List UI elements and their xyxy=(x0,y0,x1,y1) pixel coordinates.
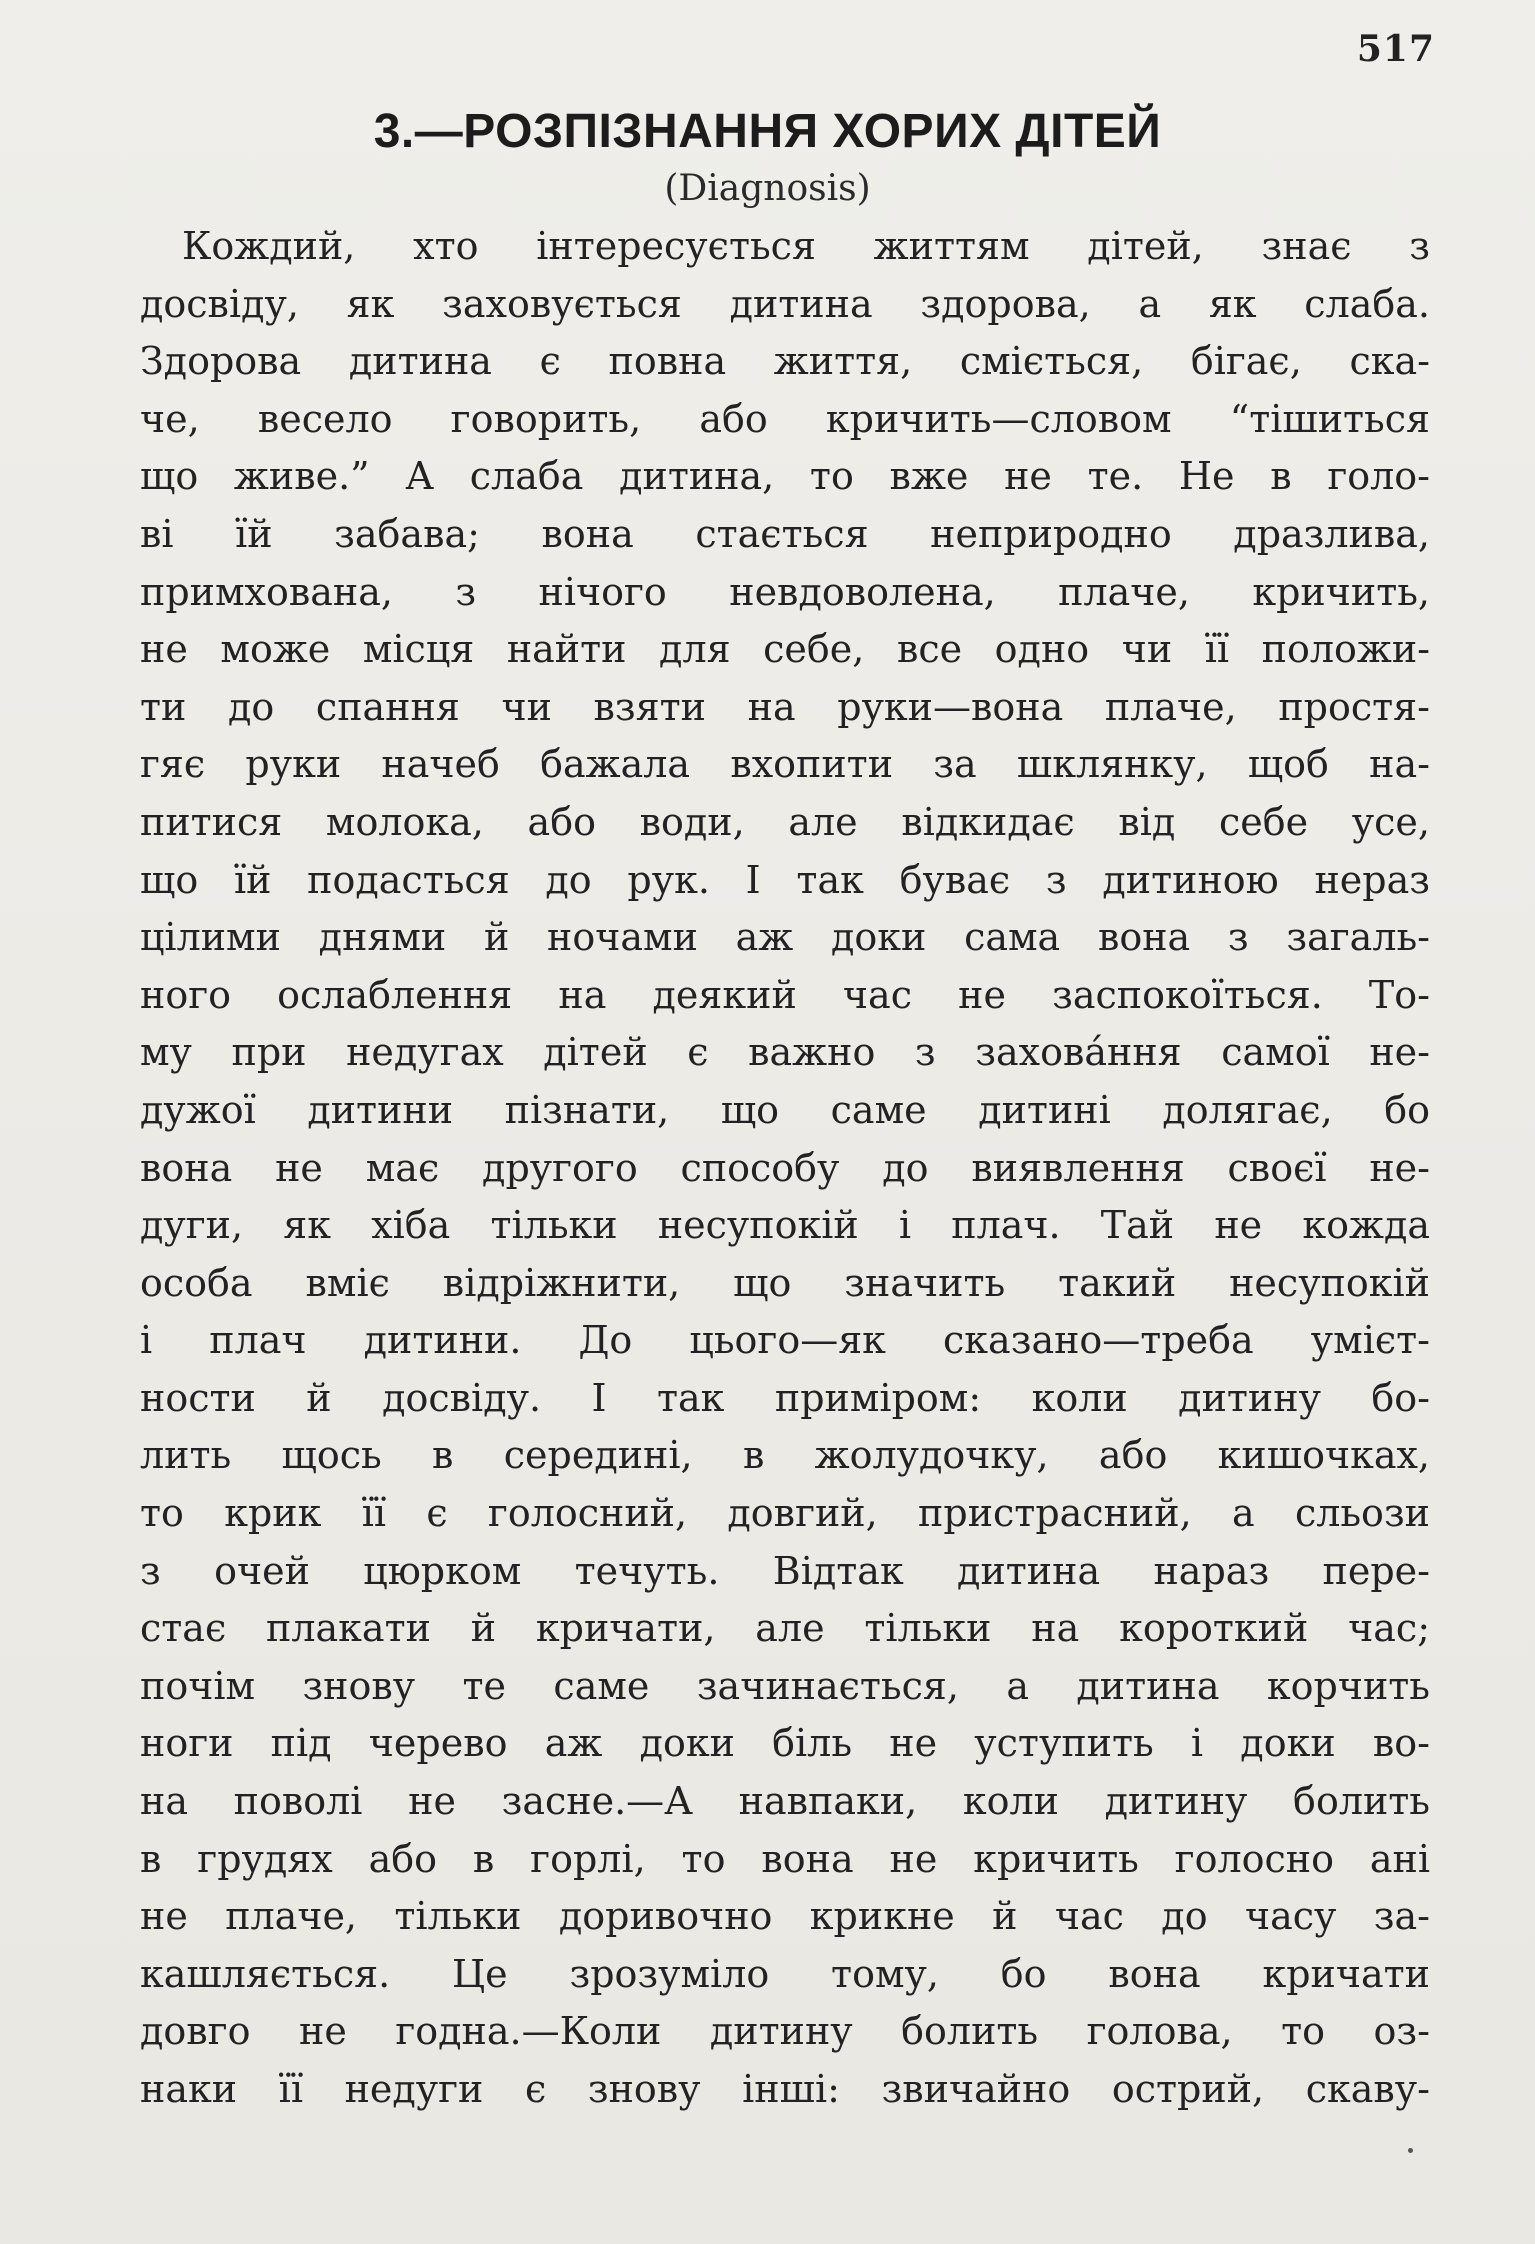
text-line: дужої дитини пізнати, що саме дитині долягає, бо xyxy=(140,1087,1430,1132)
text-line: лить щось в середині, в жолудочку, або кишочках, xyxy=(140,1433,1430,1478)
text-line: кашляється. Це зрозуміло тому, бо вона кричати xyxy=(140,1951,1430,1996)
text-line: цілими днями й ночами аж доки сама вона з загаль- xyxy=(140,915,1430,960)
text-line: наки її недуги є знову інші: звичайно острий, скаву- xyxy=(140,2067,1430,2111)
section-subheading: (Diagnosis) xyxy=(664,168,871,209)
text-line: дуги, як хіба тільки несупокій і плач. Тай не кожда xyxy=(140,1203,1430,1248)
text-line: вона не має другого способу до виявлення своєї не- xyxy=(140,1145,1430,1190)
print-speck xyxy=(1408,2148,1413,2153)
body-paragraph xyxy=(140,218,1430,2119)
text-line: Здорова дитина є повна життя, сміється, бігає, ска- xyxy=(140,339,1430,384)
text-line: му при недугах дітей є важно з захова́ння самої не- xyxy=(140,1030,1430,1075)
text-line: не плаче, тільки доривочно крикне й час до часу за- xyxy=(140,1894,1430,1939)
text-line: ноги під черево аж доки біль не уступить і доки во- xyxy=(140,1721,1430,1766)
text-line: стає плакати й кричати, але тільки на короткий час; xyxy=(140,1606,1430,1651)
text-line: ного ослаблення на деякий час не заспокоїться. То- xyxy=(140,972,1430,1017)
text-line: почім знову те саме зачинається, а дитина корчить xyxy=(140,1663,1430,1708)
text-line: ности й досвіду. І так приміром: коли дитину бо- xyxy=(140,1375,1430,1420)
text-line: то крик її є голосний, довгий, пристрасний, а сльози xyxy=(140,1491,1430,1536)
text-line: ти до спання чи взяти на руки—вона плаче, простя- xyxy=(140,684,1430,729)
text-line: що їй подасться до рук. І так буває з дитиною нераз xyxy=(140,857,1430,902)
text-line: особа вміє відріжнити, що значить такий несупокій xyxy=(140,1260,1430,1305)
text-line: і плач дитини. До цього—як сказано—треба умієт- xyxy=(140,1318,1430,1363)
text-line: досвіду, як заховується дитина здорова, а як слаба. xyxy=(140,281,1430,326)
text-line: що живе.” А слаба дитина, то вже не те. Не в голо- xyxy=(140,454,1430,499)
text-line: ві їй забава; вона стається неприродно дразлива, xyxy=(140,511,1430,556)
text-line: Кождий, хто інтересується життям дітей, знає з xyxy=(182,224,1430,268)
text-line: з очей цюрком течуть. Відтак дитина нараз пере- xyxy=(140,1548,1430,1593)
text-line: на поволі не засне.—А навпаки, коли дитину болить xyxy=(140,1779,1430,1824)
text-line: гяє руки начеб бажала вхопити за шклянку, щоб на- xyxy=(140,742,1430,787)
text-line: примхована, з нічого невдоволена, плаче, кричить, xyxy=(140,569,1430,614)
section-heading: 3.—РОЗПІЗНАННЯ ХОРИХ ДІТЕЙ xyxy=(373,105,1162,158)
text-line: не може місця найти для себе, все одно чи її положи- xyxy=(140,627,1430,672)
text-line: в грудях або в горлі, то вона не кричить голосно ані xyxy=(140,1836,1430,1881)
text-line: че, весело говорить, або кричить—словом “тішиться xyxy=(140,396,1430,441)
text-line: довго не годна.—Коли дитину болить голова, то оз- xyxy=(140,2009,1430,2054)
text-line: питися молока, або води, але відкидає від себе усе, xyxy=(140,799,1430,844)
page-number: 517 xyxy=(1356,28,1435,70)
